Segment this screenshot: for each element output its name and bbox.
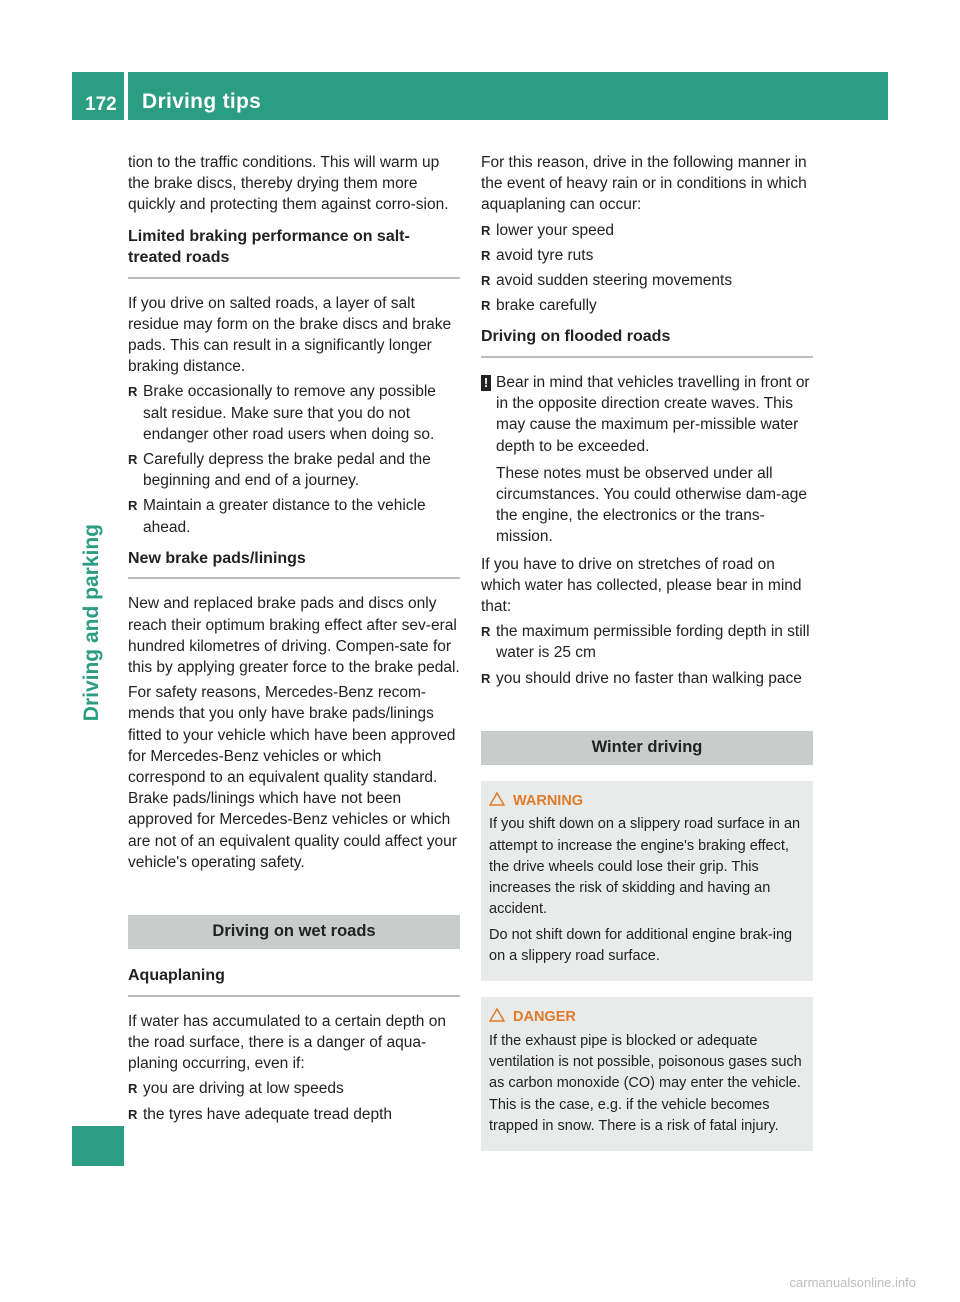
flooded-paragraph: If you have to drive on stretches of road on which water has collected, please bear in mind that:	[481, 555, 802, 615]
danger-triangle-icon	[489, 1008, 505, 1022]
section-label-wrapper	[80, 524, 110, 844]
side-tab	[72, 124, 124, 1166]
warning-title: WARNING	[513, 792, 584, 809]
section-label: Driving and parking	[80, 524, 103, 722]
flooded-heading: Driving on flooded roads	[481, 326, 813, 358]
flooded-list	[481, 621, 813, 689]
danger-title: DANGER	[513, 1009, 576, 1026]
rain-list	[481, 220, 813, 317]
list-item: R Maintain a greater distance to the vehicle ahead.	[128, 495, 460, 537]
danger-paragraph: If the exhaust pipe is blocked or adequate ventilation is not possible, poisonous gases such as carbon monoxide (CO) may enter the vehicle. This is the case, e.g. if the vehicle becomes trapped in snow. There is a risk of fatal injury.	[489, 1032, 802, 1134]
page-header	[72, 72, 888, 120]
salt-heading: Limited braking performance on salt-treated roads	[128, 226, 460, 279]
list-item: R brake carefully	[481, 295, 813, 316]
exclamation-icon: !	[481, 375, 491, 391]
list-item: R avoid sudden steering movements	[481, 270, 813, 291]
rain-intro-paragraph: For this reason, drive in the following manner in the event of heavy rain or in conditions in which aquaplaning can occur:	[481, 154, 807, 214]
warning-box	[481, 781, 813, 981]
aquaplaning-list	[128, 1078, 460, 1124]
list-item: R Brake occasionally to remove any possible salt residue. Make sure that you do not endanger other road users when doing so.	[128, 381, 460, 445]
section-band-winter: Winter driving	[481, 731, 813, 765]
pads-heading: New brake pads/linings	[128, 548, 460, 580]
chapter-title: Driving tips	[128, 72, 888, 120]
danger-title-row	[489, 1007, 805, 1028]
list-item: R Carefully depress the brake pedal and the beginning and end of a journey.	[128, 449, 460, 491]
page-number: 172	[72, 72, 124, 120]
salt-paragraph: If you drive on salted roads, a layer of salt residue may form on the brake discs and brake pads. This can result in a significantly longer braking distance.	[128, 294, 452, 376]
list-item: R lower your speed	[481, 220, 813, 241]
aquaplaning-heading: Aquaplaning	[128, 965, 460, 997]
list-item: R you should drive no faster than walking pace	[481, 668, 813, 689]
list-item: R the tyres have adequate tread depth	[128, 1104, 460, 1125]
notice-paragraph-1: Bear in mind that vehicles travelling in front or in the opposite direction create waves. This may cause the maximum per-missible water depth to be exceeded.	[496, 373, 810, 455]
intro-paragraph: tion to the traffic conditions. This will warm up the brake discs, thereby drying them more quickly and protecting them against corro-sion.	[128, 154, 449, 214]
pads-paragraph-2: For safety reasons, Mercedes-Benz recom-mends that you only have brake pads/linings fitted to your vehicle which have been approved for Mercedes-Benz vehicles or which correspond to an equivalent quality standard. Brake pads/linings which have not been approved for Mercedes-Benz vehicles or which are not of an equivalent quality could affect your vehicle's operating safety.	[128, 684, 457, 871]
list-item: R avoid tyre ruts	[481, 245, 813, 266]
warning-title-row	[489, 791, 805, 812]
notice	[481, 372, 813, 548]
watermark: carmanualsonline.info	[789, 1275, 916, 1290]
warning-paragraph-1: If you shift down on a slippery road surface in an attempt to increase the engine's braking effect, the drive wheels could lose their grip. This increases the risk of skidding and having an accident.	[489, 816, 801, 918]
left-column	[128, 152, 460, 1131]
aquaplaning-paragraph: If water has accumulated to a certain depth on the road surface, there is a danger of aqua-planing occurring, even if:	[128, 1012, 446, 1073]
warning-paragraph-2: Do not shift down for additional engine brak-ing on a slippery road surface.	[489, 926, 793, 965]
salt-list	[128, 381, 460, 537]
list-item: R the maximum permissible fording depth in still water is 25 cm	[481, 621, 813, 663]
pads-paragraph-1: New and replaced brake pads and discs only reach their optimum braking effect after sev-eral hundred kilometres of driving. Compen-sate for this by applying greater force to the brake pedal.	[128, 595, 460, 676]
list-item: R you are driving at low speeds	[128, 1078, 460, 1099]
warning-triangle-icon	[489, 792, 505, 806]
right-column	[481, 152, 813, 1167]
section-band-wet-roads: Driving on wet roads	[128, 915, 460, 949]
notice-paragraph-2: These notes must be observed under all circumstances. You could otherwise dam-age the engine, the electronics or the trans-mission.	[496, 464, 808, 546]
danger-box	[481, 997, 813, 1151]
side-tab-block	[72, 1126, 124, 1166]
